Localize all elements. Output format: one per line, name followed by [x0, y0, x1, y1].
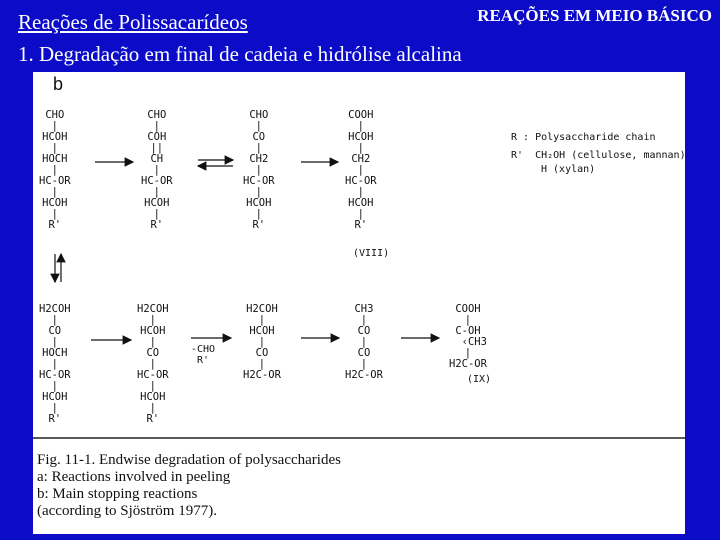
structure-row1-2: CHO | COH || CH | HC-OR | HCOH | R' — [141, 109, 173, 231]
slide-subtitle: 1. Degradação em final de cadeia e hidrólise alcalina — [18, 42, 462, 66]
structure-row2-1: H2COH | CO | HOCH | HC-OR | HCOH | R' — [39, 303, 71, 425]
figure-caption — [37, 452, 637, 520]
header-top-right: REAÇÕES EM MEIO BÁSICO — [477, 6, 712, 25]
scanned-figure — [33, 72, 685, 534]
structure-row2-2: H2COH | HCOH | CO | HC-OR | HCOH | R' — [137, 303, 169, 425]
legend-r-prime-2: H (xylan) — [541, 164, 596, 175]
structure-row1-1: CHO | HCOH | HOCH | HC-OR | HCOH | R' — [39, 109, 71, 231]
caption-title: Fig. 11-1. Endwise degradation of polysaccharides — [37, 452, 341, 468]
legend-r: R : Polysaccharide chain — [511, 132, 656, 143]
structure-row1-3: CHO | CO | CH2 | HC-OR | HCOH | R' — [243, 109, 275, 231]
side-group-cho: -CHO R' — [191, 344, 216, 366]
compound-label-ix: (IX) — [467, 374, 492, 385]
structure-row1-4: COOH | HCOH | CH2 | HC-OR | HCOH | R' — [345, 109, 377, 231]
compound-label-viii: (VIII) — [353, 248, 390, 259]
panel-letter: b — [53, 74, 64, 94]
structure-row2-4: CH3 | CO | CO | H2C-OR — [345, 303, 383, 381]
slide-title: Reações de Polissacarídeos — [18, 10, 248, 34]
caption-line-c: (according to Sjöström 1977). — [37, 503, 217, 519]
legend-r-prime-1: R' CH₂OH (cellulose, mannan) — [511, 150, 686, 161]
reaction-arrows — [33, 72, 685, 452]
caption-line-b: b: Main stopping reactions — [37, 486, 198, 502]
structure-row2-5: COOH | C-OH ‹CH3 | H2C-OR — [449, 303, 487, 370]
structure-row2-3: H2COH | HCOH | CO | H2C-OR — [243, 303, 281, 381]
caption-line-a: a: Reactions involved in peeling — [37, 469, 231, 485]
